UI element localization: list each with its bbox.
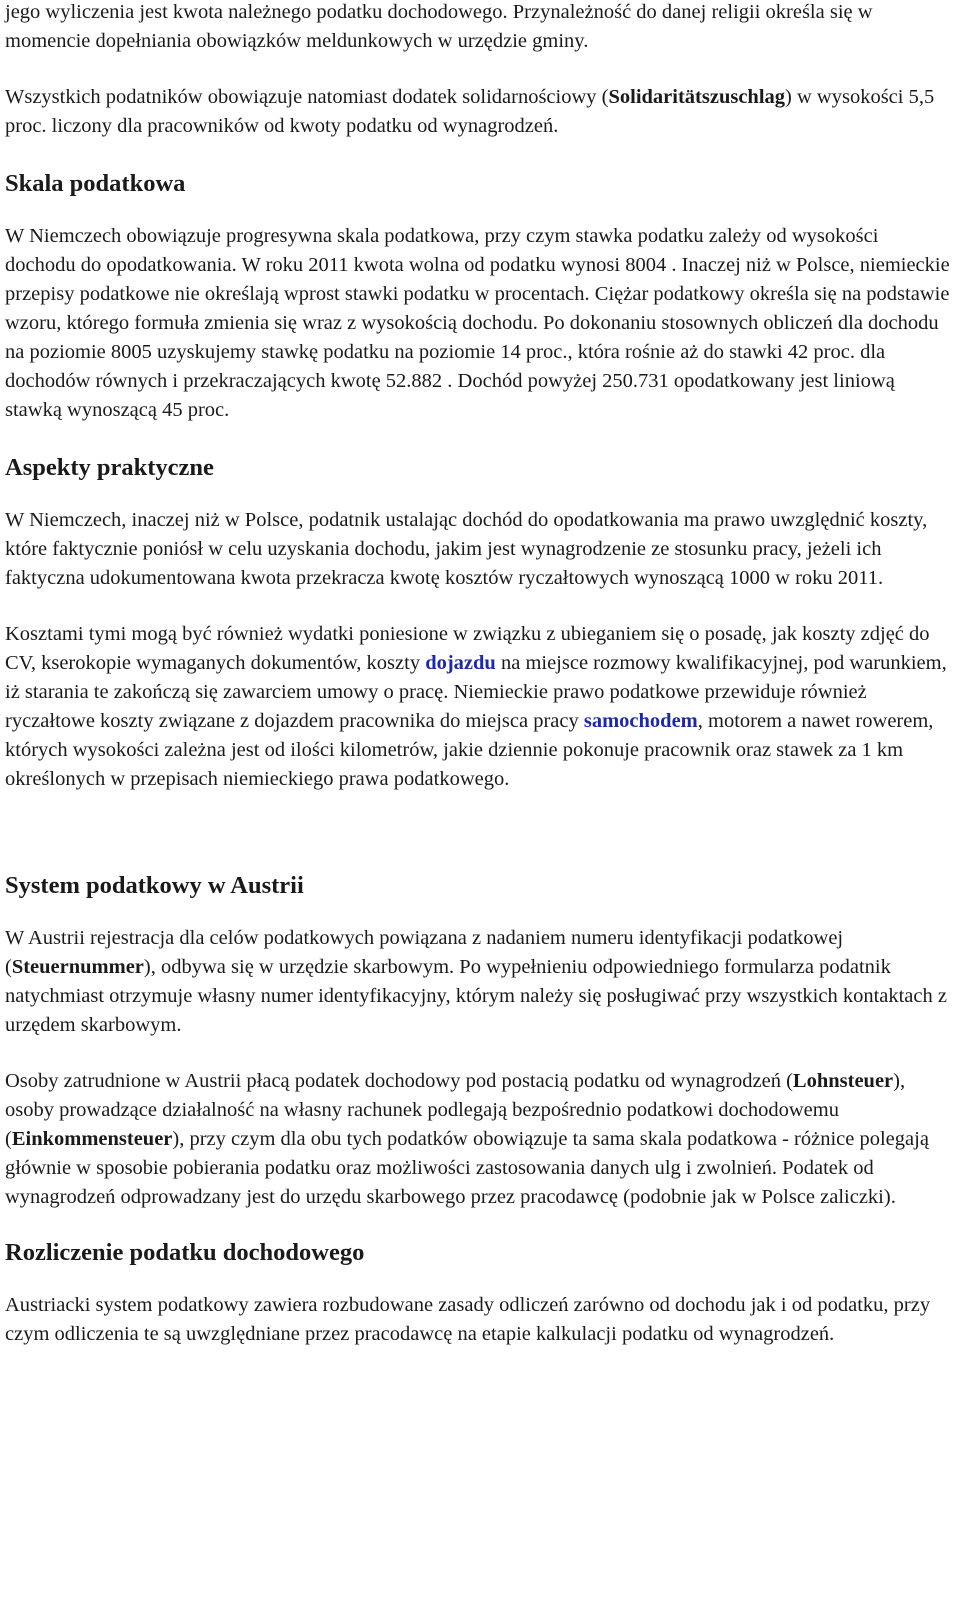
- heading-skala-podatkowa: Skala podatkowa: [5, 170, 186, 197]
- term-solidaritatszuschlag: Solidaritätszuschlag: [608, 86, 786, 108]
- term-lohnsteuer: Lohnsteuer: [792, 1070, 894, 1092]
- text-fragment: ), osoby prowadzące działalność na własny rachunek podlegają bezpośrednio podatkowi dochodowemu (: [5, 1070, 906, 1150]
- intro-paragraph-solidarity: [5, 83, 950, 141]
- term-steuernummer: Steuernummer: [11, 956, 144, 978]
- paragraph-rozliczenie: Austriacki system podatkowy zawiera rozbudowane zasady odliczeń zarówno od dochodu jak i od podatku, przy czym odliczenia te są uwzględniane przez pracodawcę na etapie kalkulacji podatku od wynagrodzeń.: [5, 1294, 931, 1345]
- paragraph-austria-taxes: [5, 1067, 950, 1212]
- document-page: [5, 0, 950, 1376]
- text-fragment: Kosztami tymi mogą być również wydatki poniesione w związku z ubieganiem się o posadę, jak koszty zdjęć do CV, kserokopie wymaganych dokumentów, koszty: [5, 623, 930, 674]
- text-fragment: na miejsce rozmowy kwalifikacyjnej, pod warunkiem, iż starania te zakończą się zawarciem umowy o pracę. Niemieckie prawo podatkowe przewiduje również ryczałtowe koszty związane z dojazdem pracownika do miejsca pracy: [5, 652, 947, 732]
- intro-text: jego wyliczenia jest kwota należnego podatku dochodowego. Przynależność do danej religii określa się w momencie dopełniania obowiązków meldunkowych w urzędzie gminy.: [5, 1, 873, 52]
- heading-system-austria: System podatkowy w Austrii: [5, 872, 304, 899]
- text-fragment: Osoby zatrudnione w Austrii płacą podatek dochodowy pod postacią podatku od wynagrodzeń (: [5, 1070, 793, 1092]
- term-einkommensteuer: Einkommensteuer: [11, 1128, 173, 1150]
- heading-rozliczenie: Rozliczenie podatku dochodowego: [5, 1239, 365, 1266]
- intro-paragraph-religion: [5, 0, 950, 56]
- link-dojazdu[interactable]: dojazdu: [425, 652, 496, 674]
- paragraph-austria-registration: [5, 924, 950, 1040]
- text-fragment: W Austrii rejestracja dla celów podatkowych powiązana z nadaniem numeru identyfikacji podatkowej (: [5, 927, 844, 978]
- text-fragment: ) w wysokości 5,5 proc. liczony dla pracowników od kwoty podatku od wynagrodzeń.: [5, 86, 935, 137]
- text-fragment: Wszystkich podatników obowiązuje natomiast dodatek solidarnościowy (: [5, 86, 609, 108]
- heading-aspekty-praktyczne: Aspekty praktyczne: [5, 454, 214, 481]
- text-fragment: , motorem a nawet rowerem, których wysokości zależna jest od ilości kilometrów, jakie dziennie pokonuje pracownik oraz stawek za 1 km określonych w przepisach niemieckiego prawa podatkowego.: [5, 710, 934, 790]
- paragraph-aspekty-commute: [5, 620, 950, 794]
- link-samochodem[interactable]: samochodem: [583, 710, 698, 732]
- text-fragment: ), przy czym dla obu tych podatków obowiązuje ta sama skala podatkowa - różnice polegają głównie w sposobie pobierania podatku oraz możliwości zastosowania danych ulg i zwolnień. Podatek od wynagrodzeń odprowadzany jest do urzędu skarbowego przez pracodawcę (podobnie jak w Polsce zaliczki).: [5, 1128, 929, 1208]
- text-fragment: ), odbywa się w urzędzie skarbowym. Po wypełnieniu odpowiedniego formularza podatnik natychmiast otrzymuje własny numer identyfikacyjny, którym należy się posługiwać przy wszystkich kontaktach z urzędem skarbowym.: [5, 956, 947, 1036]
- paragraph-aspekty-costs: W Niemczech, inaczej niż w Polsce, podatnik ustalając dochód do opodatkowania ma prawo uwzględnić koszty, które faktycznie poniósł w celu uzyskania dochodu, jakim jest wynagrodzenie ze stosunku pracy, jeżeli ich faktyczna udokumentowana kwota przekracza kwotę kosztów ryczałtowych wynoszącą 1000 w roku 2011.: [5, 509, 928, 589]
- paragraph-skala: W Niemczech obowiązuje progresywna skala podatkowa, przy czym stawka podatku zależy od wysokości dochodu do opodatkowania. W roku 2011 kwota wolna od podatku wynosi 8004 . Inaczej niż w Polsce, niemieckie przepisy podatkowe nie określają wprost stawki podatku w procentach. Ciężar podatkowy określa się na podstawie wzoru, którego formuła zmienia się wraz z wysokością dochodu. Po dokonaniu stosownych obliczeń dla dochodu na poziomie 8005 uzyskujemy stawkę podatku na poziomie 14 proc., która rośnie aż do stawki 42 proc. dla dochodów równych i przekraczających kwotę 52.882 . Dochód powyżej 250.731 opodatkowany jest liniową stawką wynoszącą 45 proc.: [5, 225, 950, 421]
